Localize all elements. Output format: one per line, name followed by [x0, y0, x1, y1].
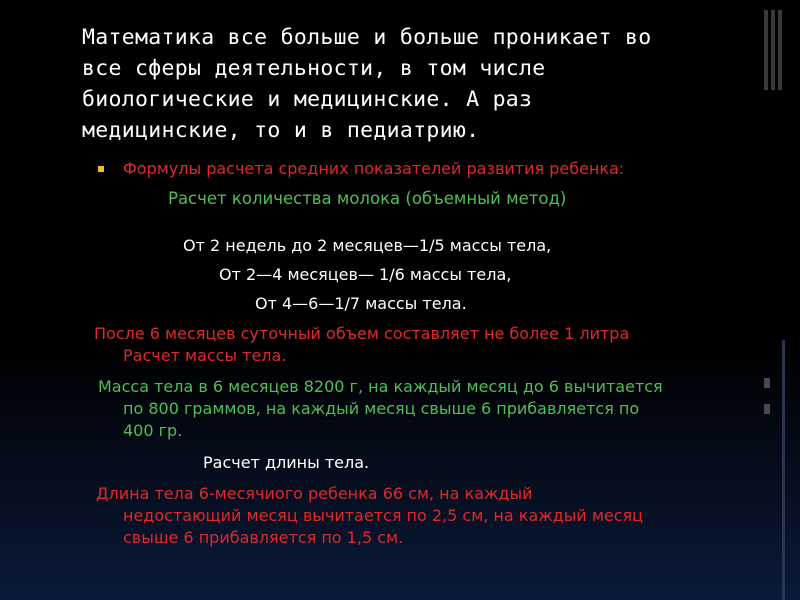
- decor-bar: [764, 10, 768, 90]
- length-rule-line-3: свыше 6 прибавляется по 1,5 см.: [123, 528, 404, 547]
- decor-block: [764, 378, 770, 388]
- length-rule-line-2: недостающий месяц вычитается по 2,5 см, на каждый месяц: [123, 506, 644, 525]
- after-6-months-line: После 6 месяцев суточный объем составляет не более 1 литра: [94, 324, 630, 343]
- milk-rule-line-2: От 2—4 месяцев— 1/6 массы тела,: [219, 265, 512, 284]
- bullet-heading: Формулы расчета средних показателей развития ребенка:: [123, 159, 625, 178]
- length-calc-heading: Расчет длины тела.: [203, 453, 370, 472]
- milk-rule-line-1: От 2 недель до 2 месяцев—1/5 массы тела,: [183, 236, 552, 255]
- weight-rule-line-1: Масса тела в 6 месяцев 8200 г, на каждый месяц до 6 вычитается: [98, 377, 663, 396]
- weight-rule-line-3: 400 гр.: [123, 421, 183, 440]
- decor-bar: [778, 10, 782, 90]
- decor-bar: [771, 10, 775, 90]
- milk-calc-heading: Расчет количества молока (объемный метод): [168, 189, 567, 208]
- weight-rule-line-2: по 800 граммов, на каждый месяц свыше 6 прибавляется по: [123, 399, 640, 418]
- bullet-marker-icon: [98, 166, 104, 172]
- weight-calc-heading: Расчет массы тела.: [123, 346, 287, 365]
- decor-bar: [782, 340, 785, 600]
- slide-title: Математика все больше и больше проникает во все сферы деятельности, в том числе биологические и медицинские. А раз медицинские, то и в педиатрию.: [82, 25, 652, 143]
- milk-rule-line-3: От 4—6—1/7 массы тела.: [255, 294, 467, 313]
- length-rule-line-1: Длина тела 6-месячиого ребенка 66 см, на каждый: [96, 484, 533, 503]
- decor-block: [764, 404, 770, 414]
- decorative-side-bars: [764, 0, 800, 600]
